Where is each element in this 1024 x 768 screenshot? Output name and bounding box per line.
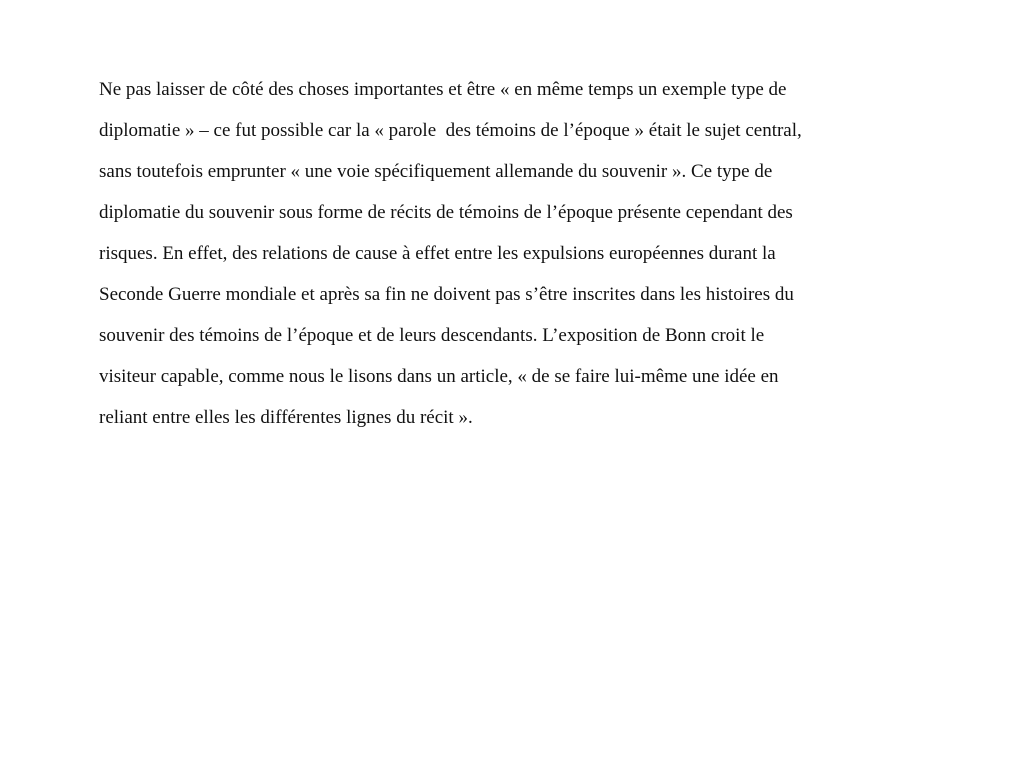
paragraph-line: souvenir des témoins de l’époque et de leurs descendants. L’exposition de Bonn croit le: [99, 325, 765, 346]
paragraph-line: risques. En effet, des relations de cause à effet entre les expulsions européennes durant la: [99, 243, 776, 264]
paragraph-line: Seconde Guerre mondiale et après sa fin ne doivent pas s’être inscrites dans les histoires du: [99, 284, 794, 305]
paragraph-line: reliant entre elles les différentes lignes du récit ».: [99, 407, 473, 428]
paragraph-line: diplomatie du souvenir sous forme de récits de témoins de l’époque présente cependant des: [99, 202, 793, 223]
paragraph-line: visiteur capable, comme nous le lisons dans un article, « de se faire lui-même une idée en: [99, 366, 779, 387]
paragraph-line: Ne pas laisser de côté des choses importantes et être « en même temps un exemple type de: [99, 79, 787, 100]
paragraph: [99, 69, 979, 438]
paragraph-line: sans toutefois emprunter « une voie spécifiquement allemande du souvenir ». Ce type de: [99, 161, 773, 182]
paragraph-line: diplomatie » – ce fut possible car la « parole des témoins de l’époque » était le sujet central,: [99, 120, 802, 141]
